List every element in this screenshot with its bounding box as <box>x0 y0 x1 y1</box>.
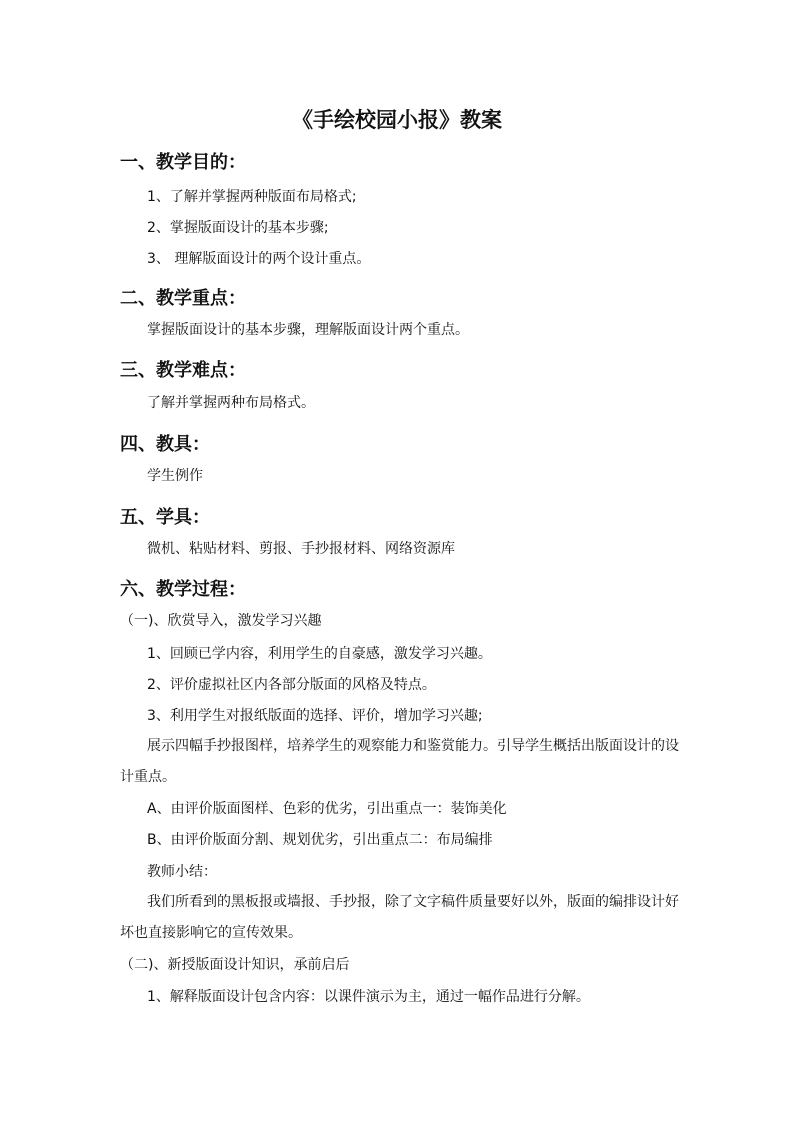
teacher-summary-text: 我们所看到的黑板报或墙报、手抄报，除了文字稿件质量要好以外，版面的编排设计好坏也直接影响它的宣传效果。 <box>120 894 679 941</box>
difficulties-text: 了解并掌握两种布局格式。 <box>147 395 315 411</box>
document-title: 《手绘校园小报》教案 <box>292 107 502 132</box>
heading-learning-aids: 五、学具： <box>120 507 210 528</box>
objective-item-2: 2、掌握版面设计的基本步骤; <box>147 220 329 236</box>
process-point-a: A、由评价版面图样、色彩的优劣，引出重点一：装饰美化 <box>147 801 507 817</box>
heading-process: 六、教学过程： <box>120 579 246 600</box>
objective-item-3: 3、 理解版面设计的两个设计重点。 <box>147 251 371 267</box>
process-part1-item-3: 3、利用学生对报纸版面的选择、评价，增加学习兴趣; <box>147 708 483 724</box>
process-part1-item-1: 1、回顾已学内容，利用学生的自豪感，激发学习兴趣。 <box>147 646 492 662</box>
heading-difficulties: 三、教学难点： <box>120 360 246 381</box>
heading-objectives: 一、教学目的： <box>120 152 246 173</box>
process-part2-title: （二)、新授版面设计知识，承前启后 <box>120 957 350 973</box>
heading-teaching-aids: 四、教具： <box>120 434 210 455</box>
process-point-b: B、由评价版面分割、规划优劣，引出重点二：布局编排 <box>147 832 493 848</box>
key-points-text: 掌握版面设计的基本步骤，理解版面设计两个重点。 <box>147 322 469 338</box>
process-part1-item-2: 2、评价虚拟社区内各部分版面的风格及特点。 <box>147 677 436 693</box>
heading-key-points: 二、教学重点： <box>120 288 246 309</box>
objective-item-1: 1、了解并掌握两种版面布局格式; <box>147 189 357 205</box>
learning-aids-text: 微机、粘贴材料、剪报、手抄报材料、网络资源库 <box>147 541 455 557</box>
process-part1-paragraph: 展示四幅手抄报图样，培养学生的观察能力和鉴赏能力。引导学生概括出版面设计的设计重点。 <box>120 738 679 785</box>
process-part2-item-1: 1、解释版面设计包含内容：以课件演示为主，通过一幅作品进行分解。 <box>147 989 590 1005</box>
teaching-aids-text: 学生例作 <box>147 468 203 484</box>
process-part1-title: （一)、欣赏导入，激发学习兴趣 <box>120 613 322 629</box>
teacher-summary-label: 教师小结： <box>147 864 217 880</box>
